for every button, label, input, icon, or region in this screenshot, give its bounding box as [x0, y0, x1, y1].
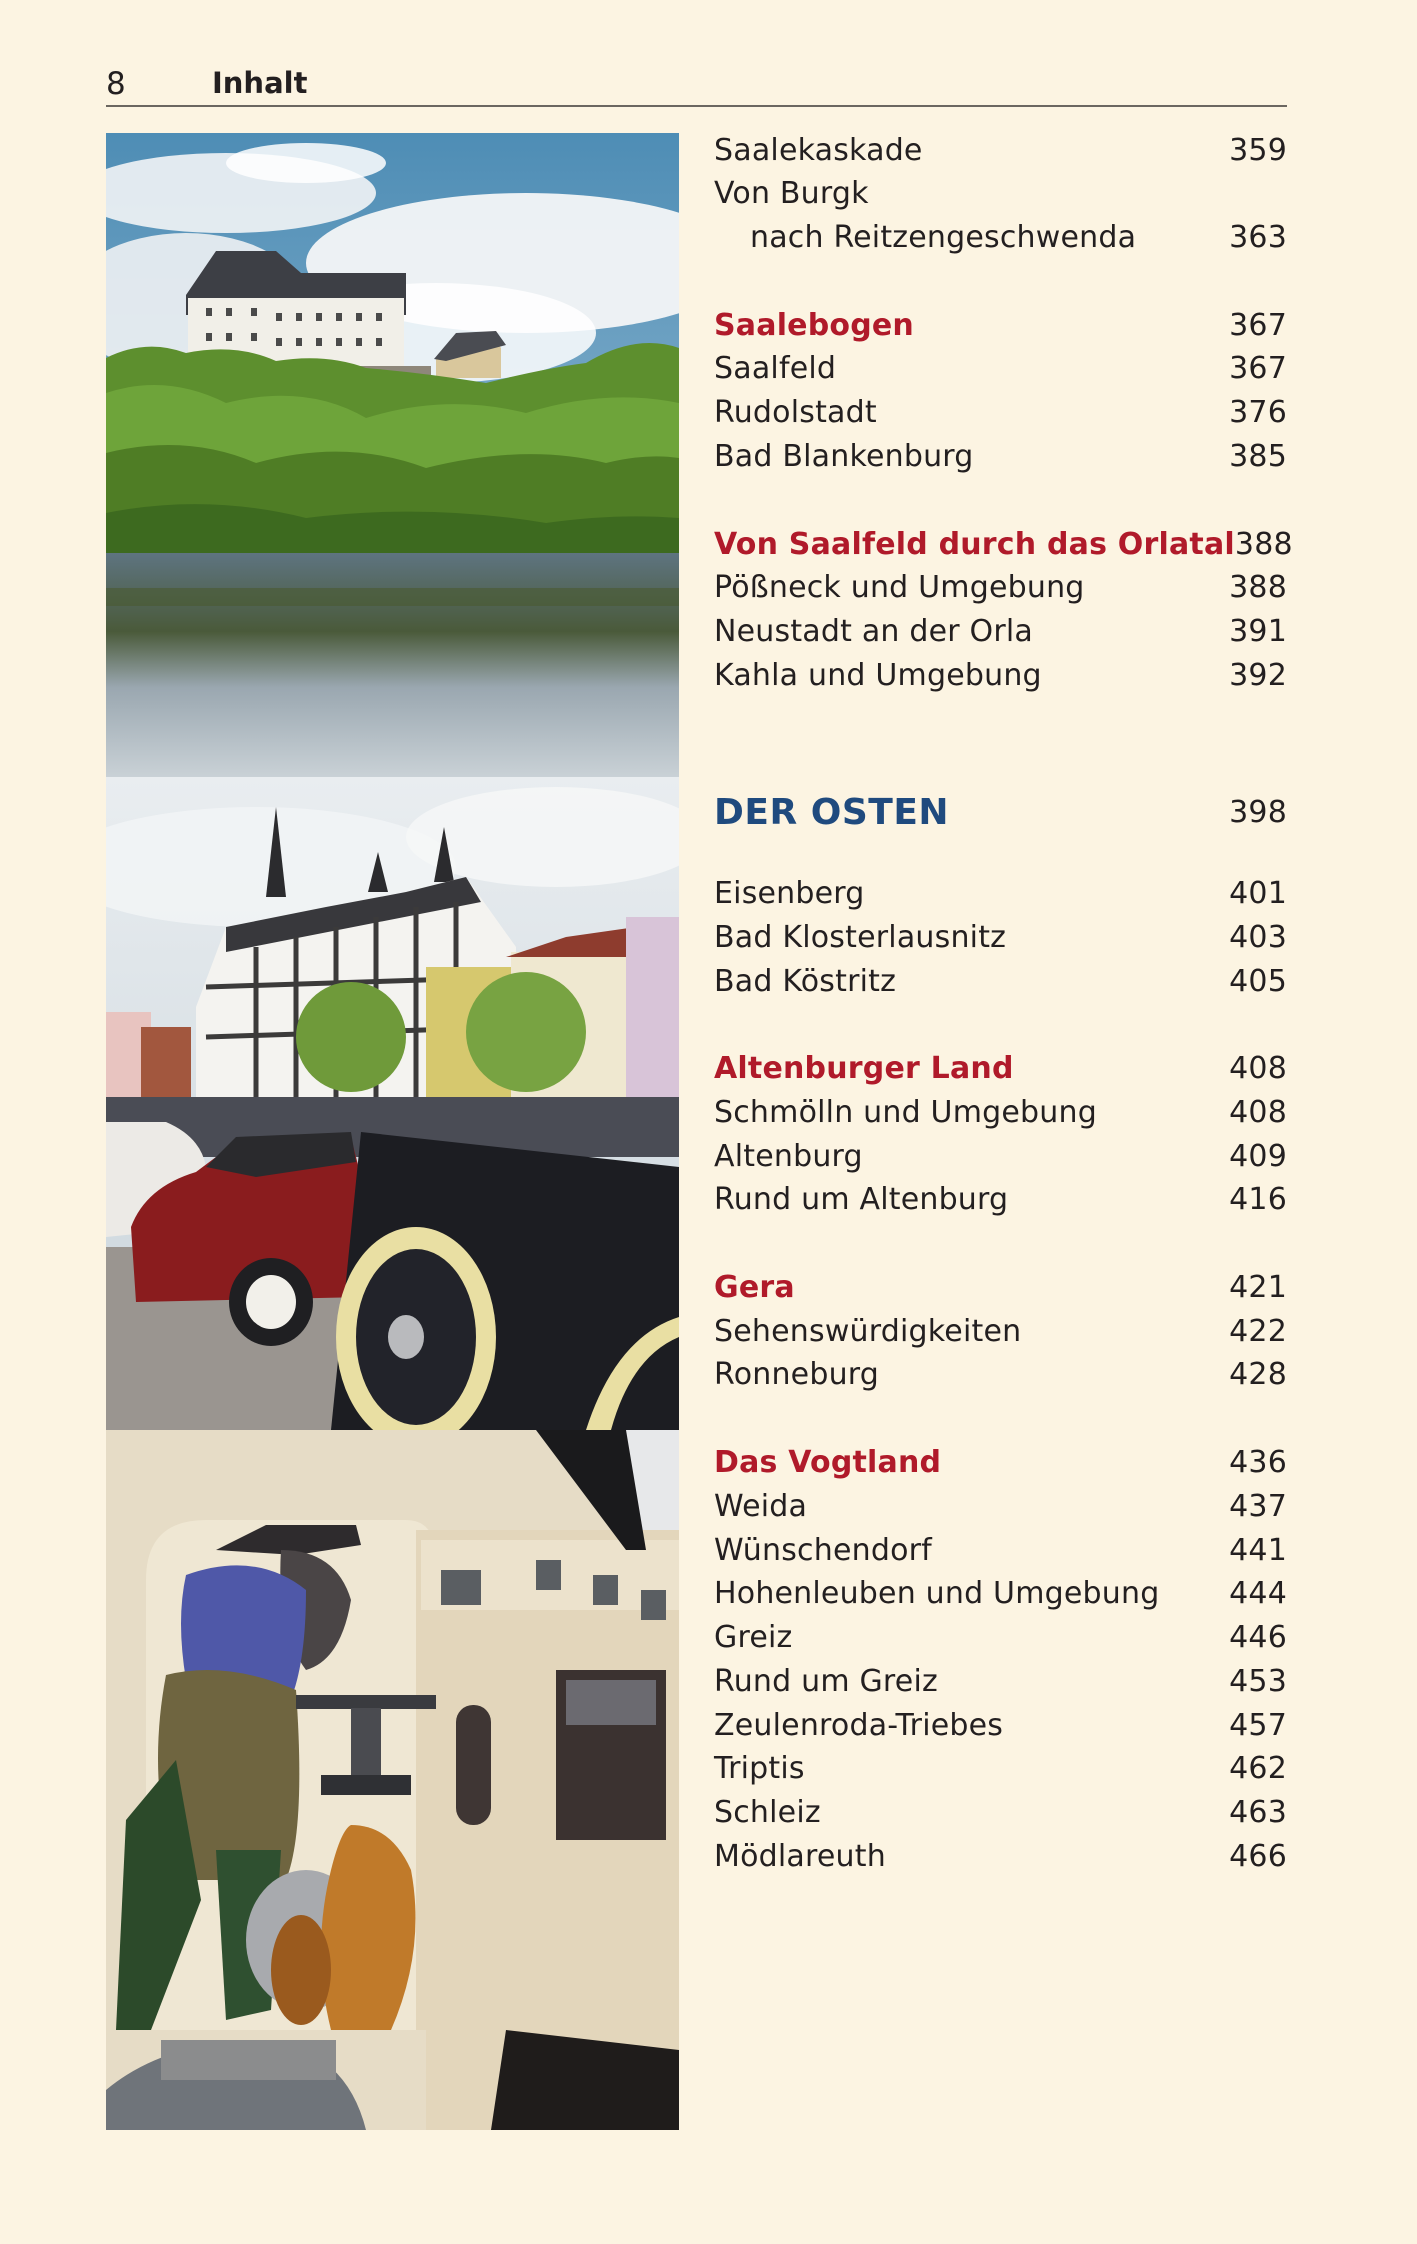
toc-label: Greiz: [714, 1619, 793, 1655]
toc-entry-hohenleuben[interactable]: [714, 1571, 1287, 1615]
toc-page: 388: [1229, 569, 1287, 605]
toc-entry-rund-um-altenburg[interactable]: [714, 1177, 1287, 1221]
market-square-image: [106, 777, 679, 1430]
toc-entry-ronneburg[interactable]: [714, 1352, 1287, 1396]
toc-label: Schleiz: [714, 1794, 821, 1830]
blacksmith-mosaic-image: [106, 1430, 679, 2130]
photo-market-square: [106, 777, 679, 1430]
toc-page: 428: [1229, 1356, 1287, 1392]
toc-entry-bad-koestritz[interactable]: [714, 959, 1287, 1003]
toc-label: Schmölln und Umgebung: [714, 1094, 1097, 1130]
toc-section-orlatal[interactable]: [714, 522, 1293, 566]
toc-label: Sehenswürdigkeiten: [714, 1313, 1022, 1349]
photo-blacksmith-mosaic: [106, 1430, 679, 2130]
toc-page: 446: [1229, 1619, 1287, 1655]
toc-page: 359: [1229, 132, 1287, 168]
toc-section-altenburger-land[interactable]: [714, 1046, 1287, 1090]
table-of-contents: [714, 0, 1293, 2244]
toc-entry-bad-blankenburg[interactable]: [714, 434, 1287, 478]
toc-page: 444: [1229, 1575, 1287, 1611]
toc-page: 385: [1229, 438, 1287, 474]
toc-page: 463: [1229, 1794, 1287, 1830]
toc-section-label: Von Saalfeld durch das Orlatal: [714, 526, 1235, 562]
toc-page: 401: [1229, 875, 1287, 911]
toc-entry-sehenswuerdigkeiten[interactable]: [714, 1309, 1287, 1353]
toc-page: 409: [1229, 1138, 1287, 1174]
toc-label: Rund um Greiz: [714, 1663, 938, 1699]
toc-entry-rudolstadt[interactable]: [714, 390, 1287, 434]
toc-page: 376: [1229, 394, 1287, 430]
toc-section-gera[interactable]: [714, 1265, 1287, 1309]
toc-label: Rund um Altenburg: [714, 1181, 1009, 1217]
page-number: 8: [106, 66, 126, 102]
toc-label: Bad Blankenburg: [714, 438, 974, 474]
toc-page: 436: [1229, 1444, 1287, 1480]
toc-page: 398: [1229, 794, 1287, 830]
toc-label: Wünschendorf: [714, 1532, 932, 1568]
toc-label: Neustadt an der Orla: [714, 613, 1033, 649]
toc-entry-bad-klosterlausnitz[interactable]: [714, 915, 1287, 959]
toc-entry-poessneck[interactable]: [714, 565, 1287, 609]
toc-section-label: Das Vogtland: [714, 1444, 942, 1480]
toc-label: Bad Köstritz: [714, 963, 897, 999]
toc-page: 466: [1229, 1838, 1287, 1874]
toc-label: Pößneck und Umgebung: [714, 569, 1085, 605]
toc-entry-triptis[interactable]: [714, 1746, 1287, 1790]
toc-label: Zeulenroda-Triebes: [714, 1707, 1004, 1743]
toc-entry-zeulenroda-triebes[interactable]: [714, 1703, 1287, 1747]
toc-page: 437: [1229, 1488, 1287, 1524]
toc-page: 405: [1229, 963, 1287, 999]
toc-section-label: Altenburger Land: [714, 1050, 1014, 1086]
toc-page: 453: [1229, 1663, 1287, 1699]
toc-page: 441: [1229, 1532, 1287, 1568]
photo-castle-lake: [106, 133, 679, 777]
castle-lake-image: [106, 133, 679, 777]
toc-page: 408: [1229, 1050, 1287, 1086]
toc-part-der-osten[interactable]: [714, 784, 1287, 840]
toc-page: 462: [1229, 1750, 1287, 1786]
toc-page: 363: [1229, 219, 1287, 255]
toc-page: 367: [1229, 350, 1287, 386]
toc-entry-neustadt-an-der-orla[interactable]: [714, 609, 1287, 653]
toc-entry-rund-um-greiz[interactable]: [714, 1659, 1287, 1703]
toc-entry-schleiz[interactable]: [714, 1790, 1287, 1834]
toc-entry-von-burgk[interactable]: [714, 171, 1287, 215]
toc-section-das-vogtland[interactable]: [714, 1440, 1287, 1484]
toc-label: Von Burgk: [714, 175, 869, 211]
toc-label: Altenburg: [714, 1138, 863, 1174]
toc-section-label: Gera: [714, 1269, 795, 1305]
toc-page: 403: [1229, 919, 1287, 955]
toc-entry-moedlareuth[interactable]: [714, 1834, 1287, 1878]
toc-entry-kahla[interactable]: [714, 653, 1287, 697]
toc-label: Bad Klosterlausnitz: [714, 919, 1007, 955]
toc-page: 457: [1229, 1707, 1287, 1743]
toc-label: Mödlareuth: [714, 1838, 886, 1874]
toc-page: 367: [1229, 307, 1287, 343]
toc-label: Hohenleuben und Umgebung: [714, 1575, 1160, 1611]
running-title: Inhalt: [212, 66, 308, 100]
toc-entry-weida[interactable]: [714, 1484, 1287, 1528]
toc-label: Weida: [714, 1488, 808, 1524]
toc-section-label: Saalebogen: [714, 307, 914, 343]
toc-page: 422: [1229, 1313, 1287, 1349]
toc-entry-eisenberg[interactable]: [714, 871, 1287, 915]
toc-entry-altenburg[interactable]: [714, 1134, 1287, 1178]
toc-label: Rudolstadt: [714, 394, 877, 430]
toc-label: Saalfeld: [714, 350, 837, 386]
toc-entry-schmoelln[interactable]: [714, 1090, 1287, 1134]
toc-entry-nach-reitzengeschwenda[interactable]: [714, 215, 1287, 259]
toc-label: Eisenberg: [714, 875, 865, 911]
toc-page: 408: [1229, 1094, 1287, 1130]
toc-label: Triptis: [714, 1750, 805, 1786]
toc-label: Ronneburg: [714, 1356, 880, 1392]
toc-part-label: DER OSTEN: [714, 791, 950, 833]
toc-label: Kahla und Umgebung: [714, 657, 1042, 693]
toc-page: 388: [1234, 526, 1293, 562]
toc-label: Saalekaskade: [714, 132, 923, 168]
toc-entry-wuenschendorf[interactable]: [714, 1528, 1287, 1572]
toc-page: 391: [1229, 613, 1287, 649]
toc-entry-greiz[interactable]: [714, 1615, 1287, 1659]
toc-section-saalebogen[interactable]: [714, 303, 1287, 347]
toc-label: nach Reitzengeschwenda: [750, 219, 1137, 255]
toc-entry-saalekaskade[interactable]: [714, 128, 1287, 172]
toc-entry-saalfeld[interactable]: [714, 346, 1287, 390]
toc-page: 421: [1229, 1269, 1287, 1305]
toc-page: 392: [1229, 657, 1287, 693]
toc-page: 416: [1229, 1181, 1287, 1217]
